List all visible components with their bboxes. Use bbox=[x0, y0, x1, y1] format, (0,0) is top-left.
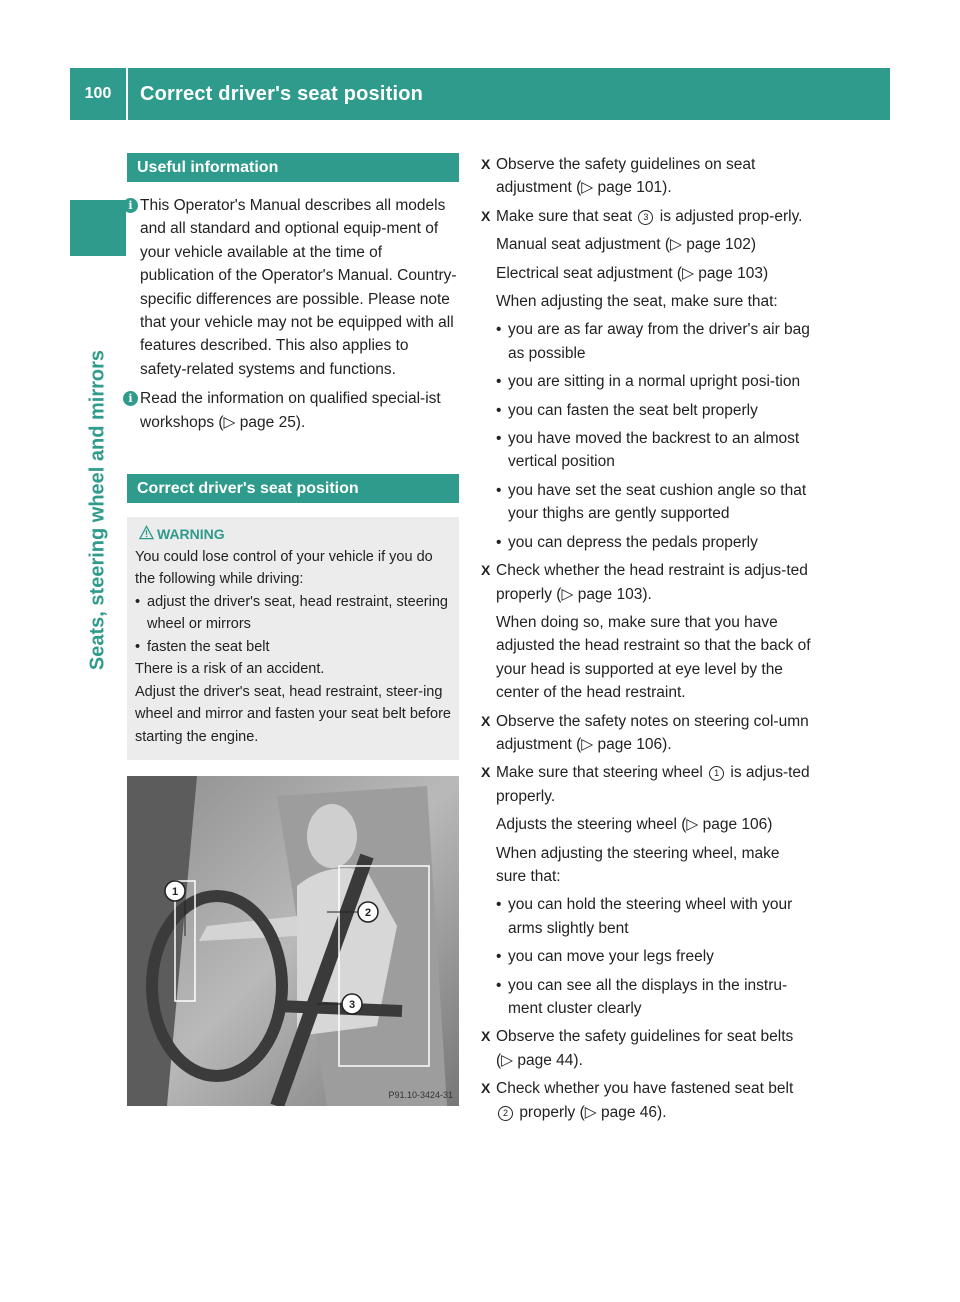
step-arrow-icon: X bbox=[481, 156, 491, 172]
callout-1: 1 bbox=[171, 886, 179, 899]
info-text-workshops: Read the information on qualified special-ist workshops (▷ page 25). bbox=[140, 390, 441, 431]
instruction-step bbox=[481, 1077, 813, 1124]
warning-title-text: WARNING bbox=[157, 526, 225, 543]
checklist-bullet: • you can fasten the seat belt properly bbox=[481, 399, 813, 422]
instruction-step bbox=[481, 761, 813, 808]
step-text: Observe the safety guidelines for seat belts (▷ page 44). bbox=[496, 1028, 794, 1069]
warning-risk: There is a risk of an accident. bbox=[135, 661, 325, 678]
instruction-step bbox=[481, 205, 813, 228]
checklist-bullet: • you can hold the steering wheel with your arms slightly bent bbox=[481, 893, 813, 940]
checklist-bullet: • you can move your legs freely bbox=[481, 945, 813, 968]
step-text: is adjus-ted properly. bbox=[496, 764, 810, 805]
warning-box bbox=[127, 517, 459, 760]
checklist-bullet: • you are sitting in a normal upright posi-tion bbox=[481, 370, 813, 393]
driver-illustration-svg bbox=[127, 776, 459, 1106]
step-arrow-icon: X bbox=[481, 764, 491, 781]
warning-triangle-icon bbox=[139, 525, 154, 540]
step-text: Check whether the head restraint is adjus-ted properly (▷ page 103). bbox=[496, 562, 808, 603]
page-title: Correct driver's seat position bbox=[140, 82, 424, 105]
step-text: Check whether you have fastened seat belt bbox=[496, 1080, 794, 1098]
step-arrow-icon: X bbox=[481, 207, 491, 224]
step-note: When adjusting the seat, make sure that: bbox=[496, 293, 778, 311]
info-icon: i bbox=[123, 198, 138, 213]
step-note: Manual seat adjustment (▷ page 102) bbox=[496, 236, 757, 254]
chapter-tab-marker bbox=[70, 200, 126, 256]
info-paragraph bbox=[127, 387, 459, 434]
step-arrow-icon: X bbox=[481, 562, 491, 579]
page-number: 100 bbox=[84, 85, 112, 102]
instruction-step bbox=[481, 710, 813, 757]
warning-title bbox=[135, 523, 451, 546]
callout-ref-1: 1 bbox=[709, 766, 724, 781]
step-note: Electrical seat adjustment (▷ page 103) bbox=[496, 264, 769, 282]
step-note: Adjusts the steering wheel (▷ page 106) bbox=[496, 816, 773, 834]
page-header bbox=[70, 68, 890, 120]
warning-action: Adjust the driver's seat, head restraint, steer-ing wheel and mirror and fasten your seat belt before starting the engine. bbox=[135, 683, 451, 745]
useful-info-heading: Useful information bbox=[127, 153, 459, 182]
step-arrow-icon: X bbox=[481, 712, 491, 729]
figure-code: P91.10-3424-31 bbox=[388, 1090, 453, 1101]
step-text: Observe the safety notes on steering col-umn adjustment (▷ page 106). bbox=[496, 712, 809, 753]
step-note: When doing so, make sure that you have adjusted the head restraint so that the back of your head is supported at eye level by the center of the head restraint. bbox=[496, 613, 811, 702]
info-text: This Operator's Manual describes all models and all standard and optional equip-ment of your vehicle available at the time of publication of the Operator's Manual. Country-specific differences are possible. Please note that your vehicle may not be equipped with all features described. This also applies to safety-related systems and functions. bbox=[140, 197, 457, 378]
checklist-bullet: • you are as far away from the driver's air bag as possible bbox=[481, 318, 813, 365]
checklist-bullet: • you have moved the backrest to an almost vertical position bbox=[481, 427, 813, 474]
warning-bullet: • fasten the seat belt bbox=[135, 636, 451, 659]
warning-intro: You could lose control of your vehicle if you do the following while driving: bbox=[135, 548, 433, 588]
left-column bbox=[127, 153, 459, 1106]
warning-bullet: • adjust the driver's seat, head restraint, steering wheel or mirrors bbox=[135, 591, 451, 636]
step-text: Make sure that steering wheel bbox=[496, 764, 703, 782]
driver-seat-illustration bbox=[127, 776, 459, 1106]
step-text: is adjusted prop-erly. bbox=[659, 207, 803, 225]
callout-ref-3: 3 bbox=[638, 210, 653, 225]
instruction-step bbox=[481, 1025, 813, 1072]
info-paragraph bbox=[127, 194, 459, 381]
step-arrow-icon: X bbox=[481, 1080, 491, 1097]
step-text: Make sure that seat bbox=[496, 207, 633, 225]
step-text: Observe the safety guidelines on seat adjustment (▷ page 101). bbox=[496, 156, 756, 197]
info-icon: i bbox=[123, 391, 138, 406]
step-note: When adjusting the steering wheel, make sure that: bbox=[496, 844, 780, 885]
checklist-bullet: • you can depress the pedals properly bbox=[481, 531, 813, 554]
callout-3: 3 bbox=[348, 999, 356, 1012]
callout-2: 2 bbox=[364, 907, 372, 920]
section-heading: Correct driver's seat position bbox=[127, 474, 459, 503]
callout-ref-2: 2 bbox=[498, 1106, 513, 1121]
chapter-label: Seats, steering wheel and mirrors bbox=[86, 349, 109, 671]
right-column bbox=[481, 153, 813, 1129]
step-arrow-icon: X bbox=[481, 1028, 491, 1045]
step-text: properly (▷ page 46). bbox=[519, 1103, 667, 1121]
instruction-step bbox=[481, 559, 813, 606]
instruction-step bbox=[481, 153, 813, 200]
checklist-bullet: • you can see all the displays in the instru-ment cluster clearly bbox=[481, 974, 813, 1021]
checklist-bullet: • you have set the seat cushion angle so that your thighs are gently supported bbox=[481, 479, 813, 526]
